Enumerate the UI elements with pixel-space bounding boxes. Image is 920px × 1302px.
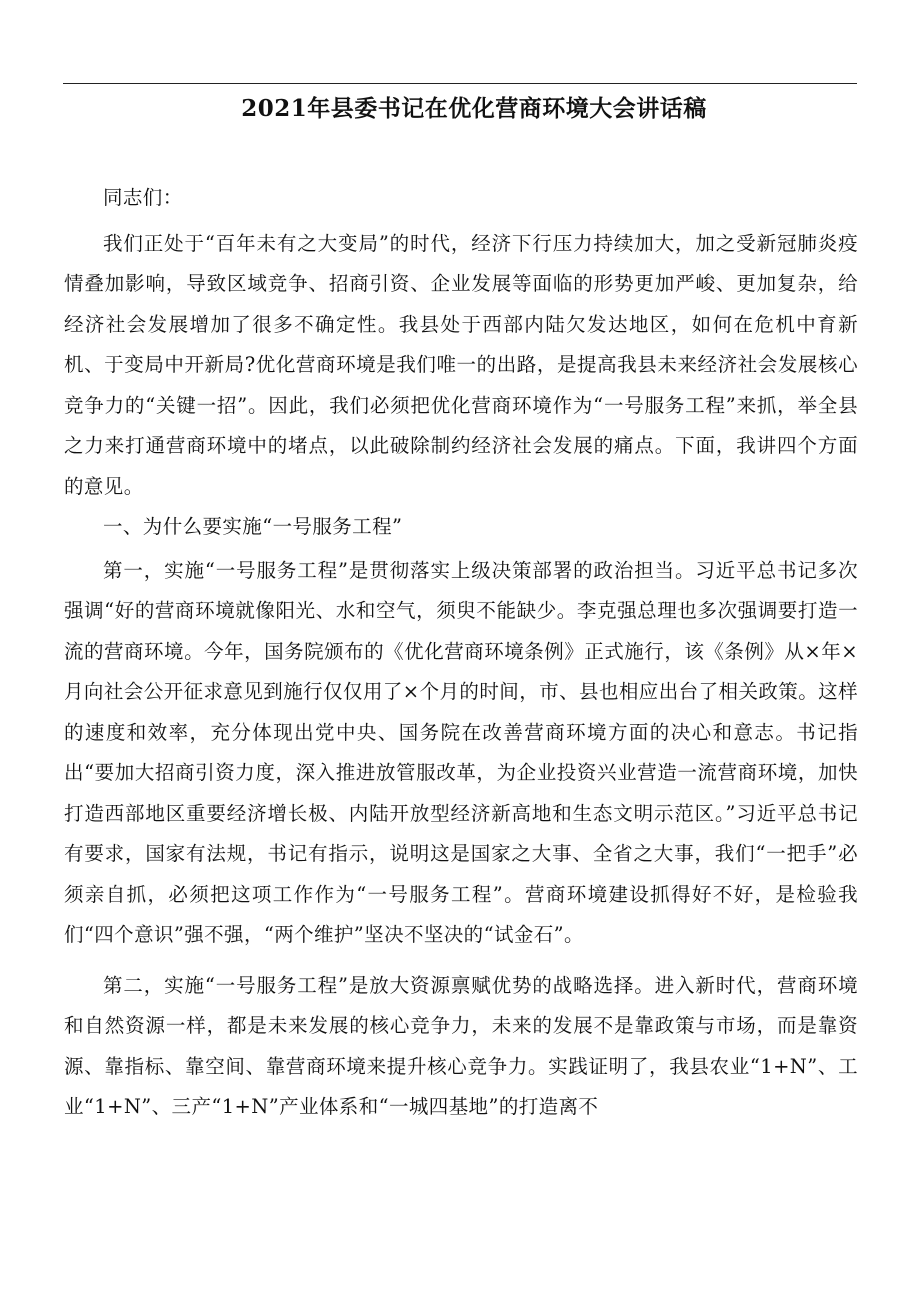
salutation: 同志们： (103, 186, 183, 209)
paragraph-first-point: 第一，实施“一号服务工程”是贯彻落实上级决策部署的政治担当。习近平总书记多次强调“好的营商环境就像阳光、水和空气，须臾不能缺少。李克强总理也多次强调要打造一流的营商环境。今年，国务院颁布的《优化营商环境条例》正式施行，该《条例》从×年×月向社会公开征求意见到施行仅仅用了×个月的时间，市、县也相应出台了相关政策。这样的速度和效率，充分体现出党中央、国务院在改善营商环境方面的决心和意志。书记指出“要加大招商引资力度，深入推进放管服改革，为企业投资兴业营造一流营商环境，加快打造西部地区重要经济增长极、内陆开放型经济新高地和生态文明示范区。”习近平总书记有要求，国家有法规，书记有指示，说明这是国家之大事、全省之大事，我们“一把手”必须亲自抓，必须把这项工作作为“一号服务工程”。营商环境建设抓得好不好，是检验我们“四个意识”强不强，“两个维护”坚决不坚决的“试金石”。 (64, 558, 858, 946)
paragraph-second-point: 第二，实施“一号服务工程”是放大资源禀赋优势的战略选择。进入新时代，营商环境和自然资源一样，都是未来发展的核心竞争力，未来的发展不是靠政策与市场，而是靠资源、靠指标、靠空间、靠营商环境来提升核心竞争力。实践证明了，我县农业“1+N”、工业“1+N”、三产“1+N”产业体系和“一城四基地”的打造离不 (64, 973, 858, 1118)
document-title: 2021年县委书记在优化营商环境大会讲话稿 (241, 95, 707, 122)
document-body (64, 178, 858, 1128)
header-rule (63, 83, 857, 84)
paragraph-intro: 我们正处于“百年未有之大变局”的时代，经济下行压力持续加大，加之受新冠肺炎疫情叠加影响，导致区域竞争、招商引资、企业发展等面临的形势更加严峻、更加复杂，给经济社会发展增加了很多不确定性。我县处于西部内陆欠发达地区，如何在危机中育新机、于变局中开新局?优化营商环境是我们唯一的出路，是提高我县未来经济社会发展核心竞争力的“关键一招”。因此，我们必须把优化营商环境作为“一号服务工程”来抓，举全县之力来打通营商环境中的堵点，以此破除制约经济社会发展的痛点。下面，我讲四个方面的意见。 (64, 231, 858, 498)
section-heading-1: 一、为什么要实施“一号服务工程” (103, 515, 403, 538)
